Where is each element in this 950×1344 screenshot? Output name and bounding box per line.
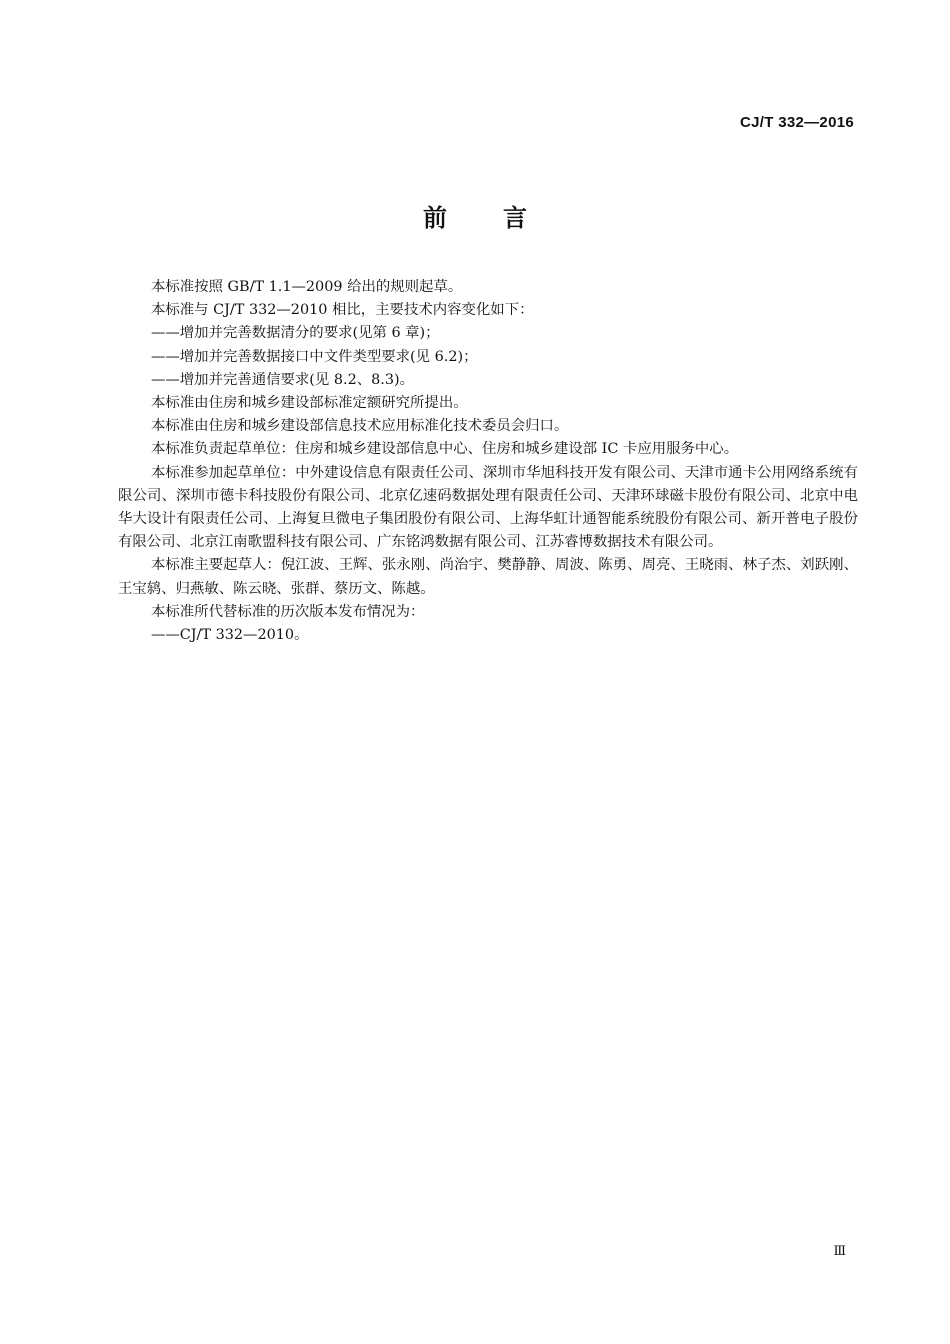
page-number: Ⅲ (833, 1244, 846, 1259)
list-item-change-3: ——增加并完善通信要求(见 8.2、8.3)。 (151, 371, 415, 388)
paragraph-main-drafters: 本标准主要起草人：倪江波、王辉、张永刚、尚治宇、樊静静、周波、陈勇、周亮、王晓雨、林子杰、刘跃刚、王宝鸫、归燕敏、陈云晓、张群、蔡历文、陈越。 (118, 557, 858, 597)
paragraph-participating-units: 本标准参加起草单位：中外建设信息有限责任公司、深圳市华旭科技开发有限公司、天津市通卡公用网络系统有限公司、深圳市德卡科技股份有限公司、北京亿速码数据处理有限责任公司、天津环球磁卡股份有限公司、北京中电华大设计有限责任公司、上海复旦微电子集团股份有限公司、上海华虹计通智能系统股份有限公司、新开普电子股份有限公司、北京江南歌盟科技有限公司、广东铭鸿数据有限公司、江苏睿博数据技术有限公司。 (118, 464, 858, 551)
list-item-history-1: ——CJ/T 332—2010。 (151, 627, 309, 644)
paragraph-drafting-rules: 本标准按照 GB/T 1.1—2009 给出的规则起草。 (151, 279, 463, 295)
title-char-2: 言 (503, 204, 527, 232)
list-item-change-2: ——增加并完善数据接口中文件类型要求(见 6.2)； (151, 348, 478, 365)
paragraph-changes-intro: 本标准与 CJ/T 332—2010 相比，主要技术内容变化如下： (151, 302, 534, 319)
title-char-1: 前 (423, 204, 447, 232)
paragraph-proposed-by: 本标准由住房和城乡建设部标准定额研究所提出。 (151, 395, 468, 412)
page-title (0, 198, 950, 233)
paragraph-main-drafting-unit: 本标准负责起草单位：住房和城乡建设部信息中心、住房和城乡建设部 IC 卡应用服务中心。 (151, 441, 739, 458)
list-item-change-1: ——增加并完善数据清分的要求(见第 6 章)； (151, 325, 440, 342)
paragraph-history-intro: 本标准所代替标准的历次版本发布情况为： (151, 603, 425, 620)
paragraph-centralized-by: 本标准由住房和城乡建设部信息技术应用标准化技术委员会归口。 (151, 418, 569, 435)
standard-code: CJ/T 332—2016 (740, 114, 854, 131)
foreword-body (118, 276, 858, 647)
